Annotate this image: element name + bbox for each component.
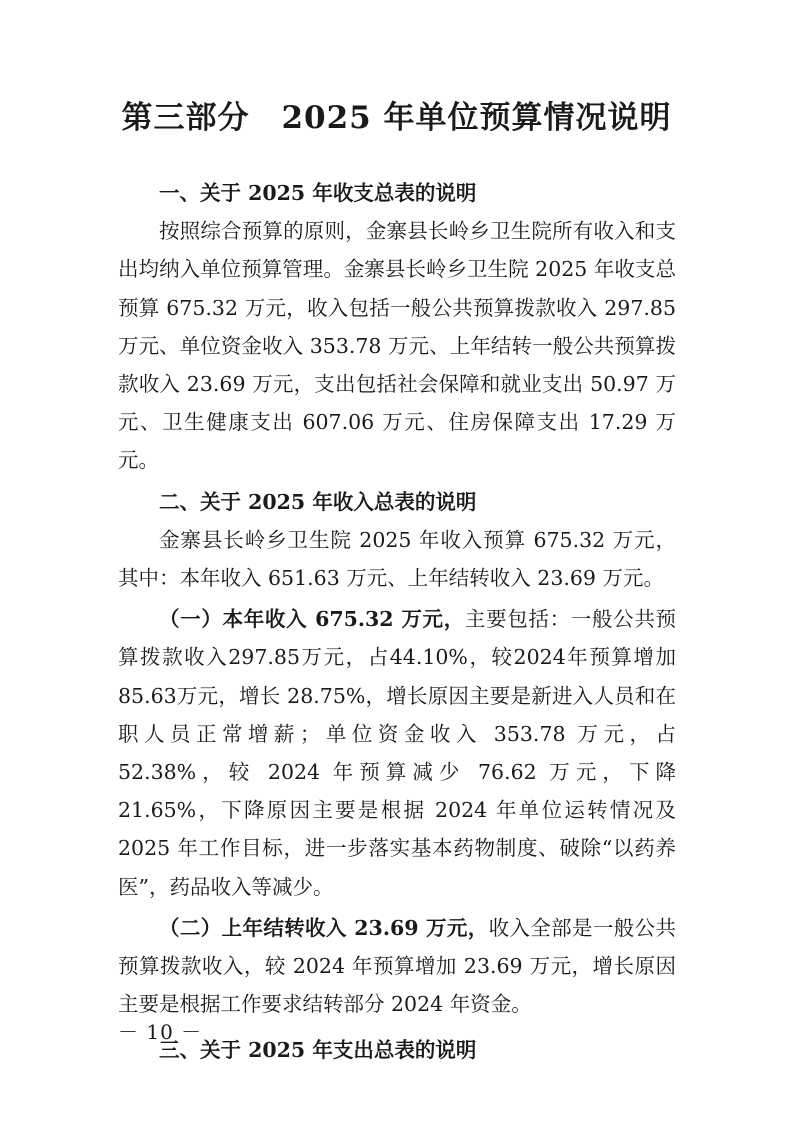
income-item-2-paragraph [118,909,676,1024]
page-number: － 10 － [118,1020,203,1044]
section-2-heading: 二、关于 2025 年收入总表的说明 [159,489,477,514]
income-item-1-lead: （一）本年收入 675.32 万元， [159,607,465,632]
document-body [118,174,676,1070]
income-item-1-paragraph [118,600,676,906]
section-1-paragraph: 按照综合预算的原则，金寨县长岭乡卫生院所有收入和支出均纳入单位预算管理。金寨县长岭乡卫生院 2025 年收支总预算 675.32 万元，收入包括一般公共预算拨款收入 297.85 万元、单位资金收入 353.78 万元、上年结转一般公共预算拨款收入 23.69 万元，支出包括社会保障和就业支出 50.97 万元、卫生健康支出 607.06 万元、住房保障支出 17.29 万元。 [118,219,676,473]
income-item-2-text: 收入全部是一般公共预算拨款收入，较 2024 年预算增加 23.69 万元，增长原因主要是根据工作要求结转部分 2024 年资金。 [118,915,676,1017]
section-3-heading: 三、关于 2025 年支出总表的说明 [159,1038,477,1063]
page-title: 第三部分 2025 年单位预算情况说明 [121,100,672,136]
section-2-paragraph: 金寨县长岭乡卫生院 2025 年收入预算 675.32 万元，其中：本年收入 651.63 万元、上年结转收入 23.69 万元。 [118,527,676,591]
income-item-2-lead: （二）上年结转收入 23.69 万元， [159,915,489,940]
income-item-1-text: 主要包括：一般公共预算拨款收入297.85万元，占44.10%，较2024年预算增加85.63万元，增长 28.75%，增长原因主要是新进入人员和在职人员正常增薪；单位资金收入 353.78 万元，占 52.38%，较 2024 年预算减少 76.62 万元，下降 21.65%，下降原因主要是根据 2024 年单位运转情况及 2025 年工作目标，进一步落实基本药物制度、破除“以药养医”，药品收入等减少。 [118,607,677,899]
section-1-heading: 一、关于 2025 年收支总表的说明 [159,181,477,205]
